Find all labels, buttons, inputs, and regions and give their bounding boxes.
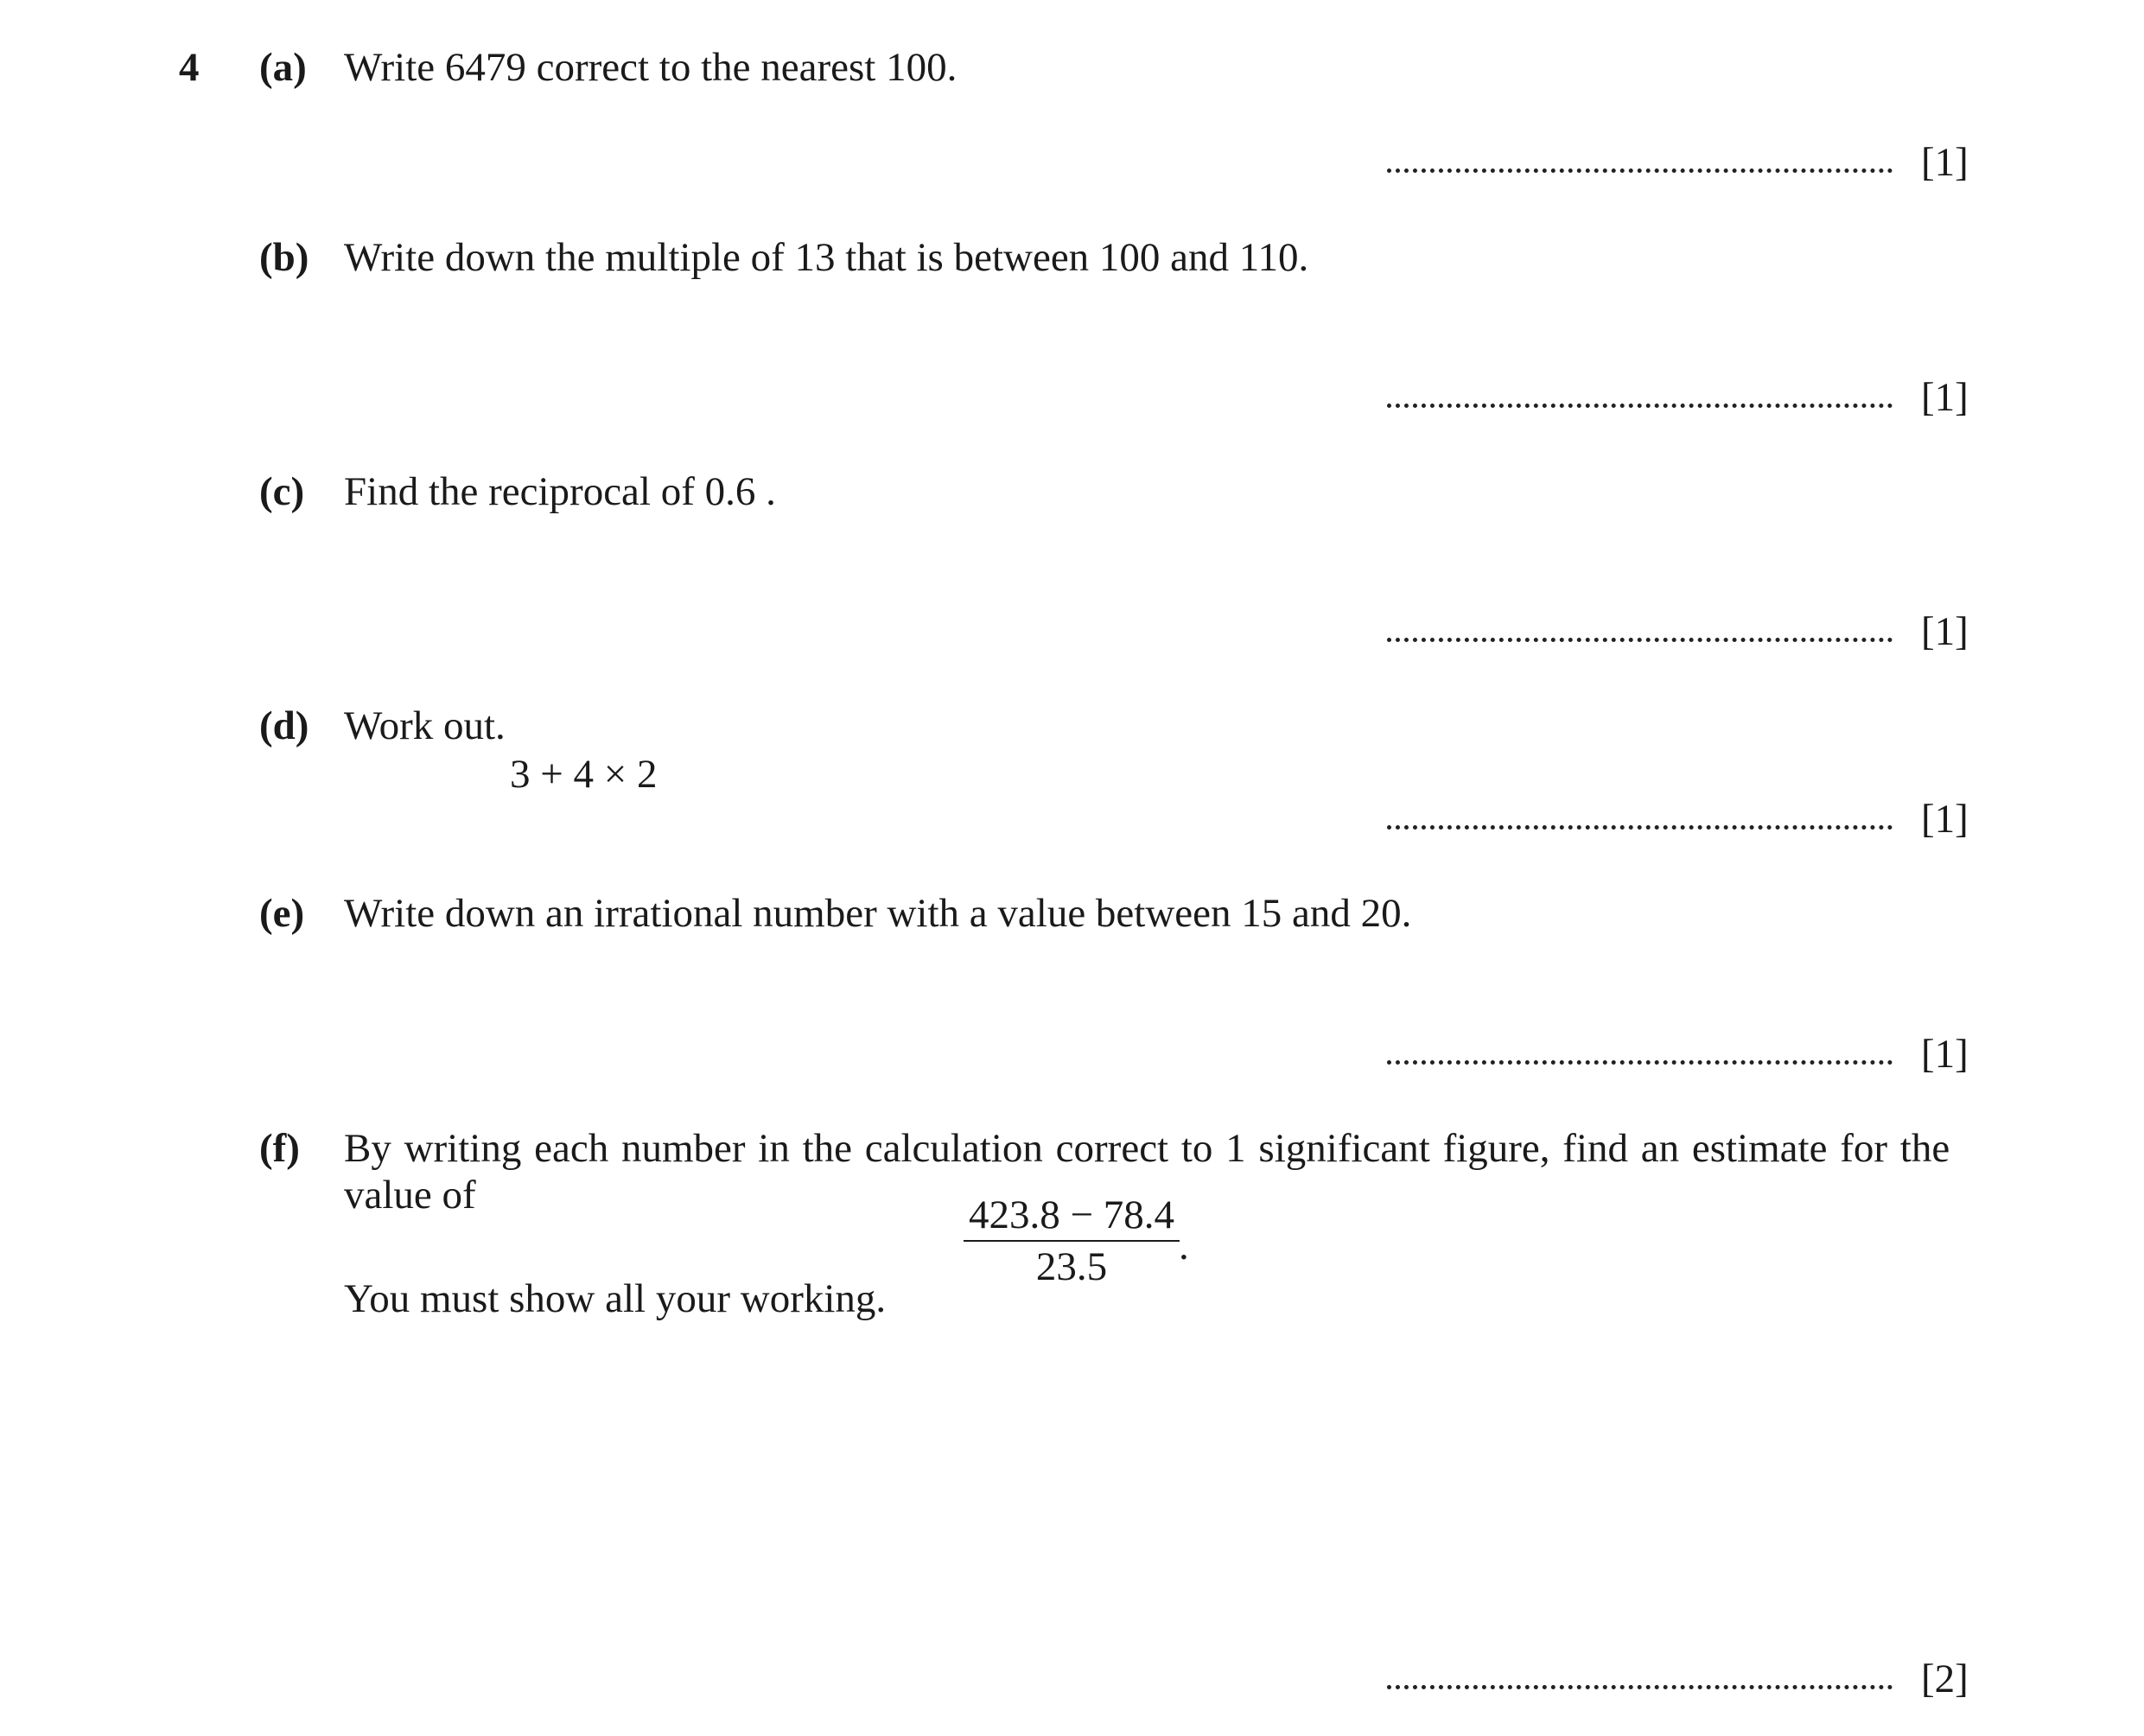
part-f-answer-line[interactable] xyxy=(1387,1685,1893,1689)
part-b-marks: [1] xyxy=(1921,375,1969,420)
part-f-text-line2: value of xyxy=(344,1173,476,1218)
part-e-answer-line[interactable] xyxy=(1387,1060,1893,1065)
part-e-text: Write down an irrational number with a value between 15 and 20. xyxy=(344,891,1412,936)
part-d-expression: 3 + 4 × 2 xyxy=(510,752,658,797)
part-b-text: Write down the multiple of 13 that is between 100 and 110. xyxy=(344,235,1309,280)
part-f-label: (f) xyxy=(259,1126,300,1171)
fraction-denominator: 23.5 xyxy=(1035,1244,1108,1289)
part-c-label: (c) xyxy=(259,469,305,514)
fraction-end-period: . xyxy=(1179,1224,1189,1269)
fraction-numerator: 423.8 − 78.4 xyxy=(968,1192,1174,1237)
part-a-answer-line[interactable] xyxy=(1387,169,1893,173)
fraction-expression xyxy=(964,1192,1180,1289)
part-c-answer-line[interactable] xyxy=(1387,638,1893,642)
part-f-marks: [2] xyxy=(1921,1657,1969,1701)
part-e-marks: [1] xyxy=(1921,1032,1969,1077)
part-f-text-line1: By writing each number in the calculation correct to 1 significant figure, find an estimate for the xyxy=(344,1126,1950,1171)
part-b-label: (b) xyxy=(259,235,309,280)
part-d-marks: [1] xyxy=(1921,797,1969,842)
part-d-label: (d) xyxy=(259,703,309,748)
part-a-label: (a) xyxy=(259,45,307,90)
part-c-marks: [1] xyxy=(1921,609,1969,654)
part-b-answer-line[interactable] xyxy=(1387,404,1893,408)
fraction-bar xyxy=(964,1240,1180,1242)
part-e-label: (e) xyxy=(259,891,305,936)
part-f-instruction: You must show all your working. xyxy=(344,1276,887,1321)
question-number: 4 xyxy=(179,45,200,90)
part-d-text: Work out. xyxy=(344,703,506,748)
part-a-marks: [1] xyxy=(1921,140,1969,185)
part-d-answer-line[interactable] xyxy=(1387,825,1893,830)
part-c-text: Find the reciprocal of 0.6 . xyxy=(344,469,776,514)
part-a-text: Write 6479 correct to the nearest 100. xyxy=(344,45,957,90)
